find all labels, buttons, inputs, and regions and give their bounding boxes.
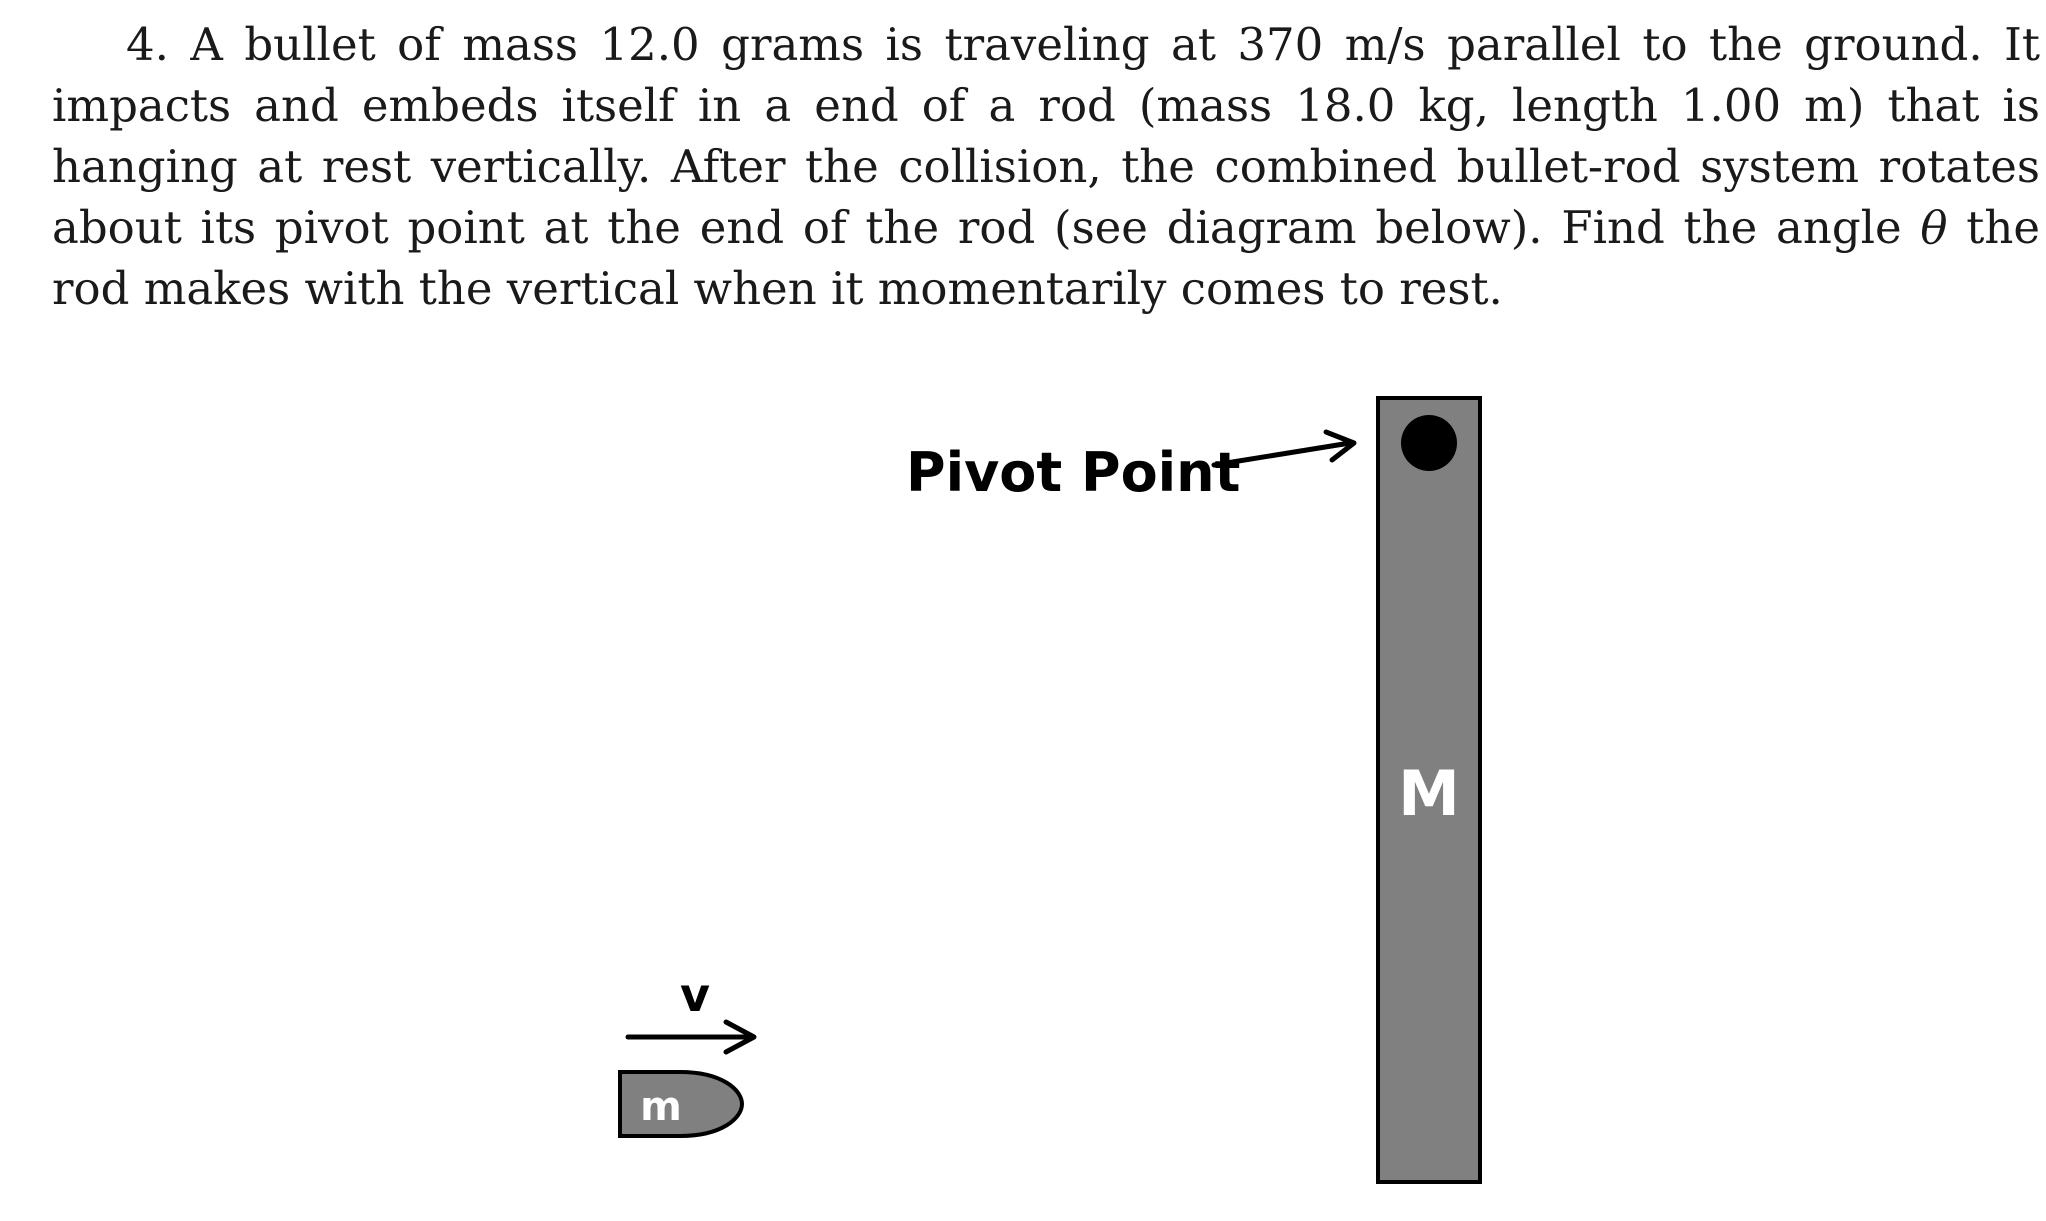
pivot-point-dot <box>1401 415 1457 471</box>
velocity-arrow <box>628 1022 754 1052</box>
rod-mass-label: M <box>1398 757 1460 830</box>
problem-number: 4. <box>126 18 169 71</box>
velocity-label: v <box>680 968 710 1022</box>
bullet-mass-label: m <box>640 1084 682 1130</box>
pivot-point-label: Pivot Point <box>906 441 1241 504</box>
problem-text-part-2: the rod makes with the vertical when it momentarily comes to rest. <box>52 201 2040 315</box>
theta-symbol: θ <box>1920 201 1948 254</box>
problem-text-part-1: A bullet of mass 12.0 grams is traveling at 370 m/s parallel to the ground. It impacts and embeds itself in a end of a rod (mass 18.0 kg, length 1.00 m) that is hanging at rest vertically. After the collision, the combined bullet-rod system rotates about its pivot point at the end of the rod (see diagram below). Find the angle <box>52 18 2040 254</box>
